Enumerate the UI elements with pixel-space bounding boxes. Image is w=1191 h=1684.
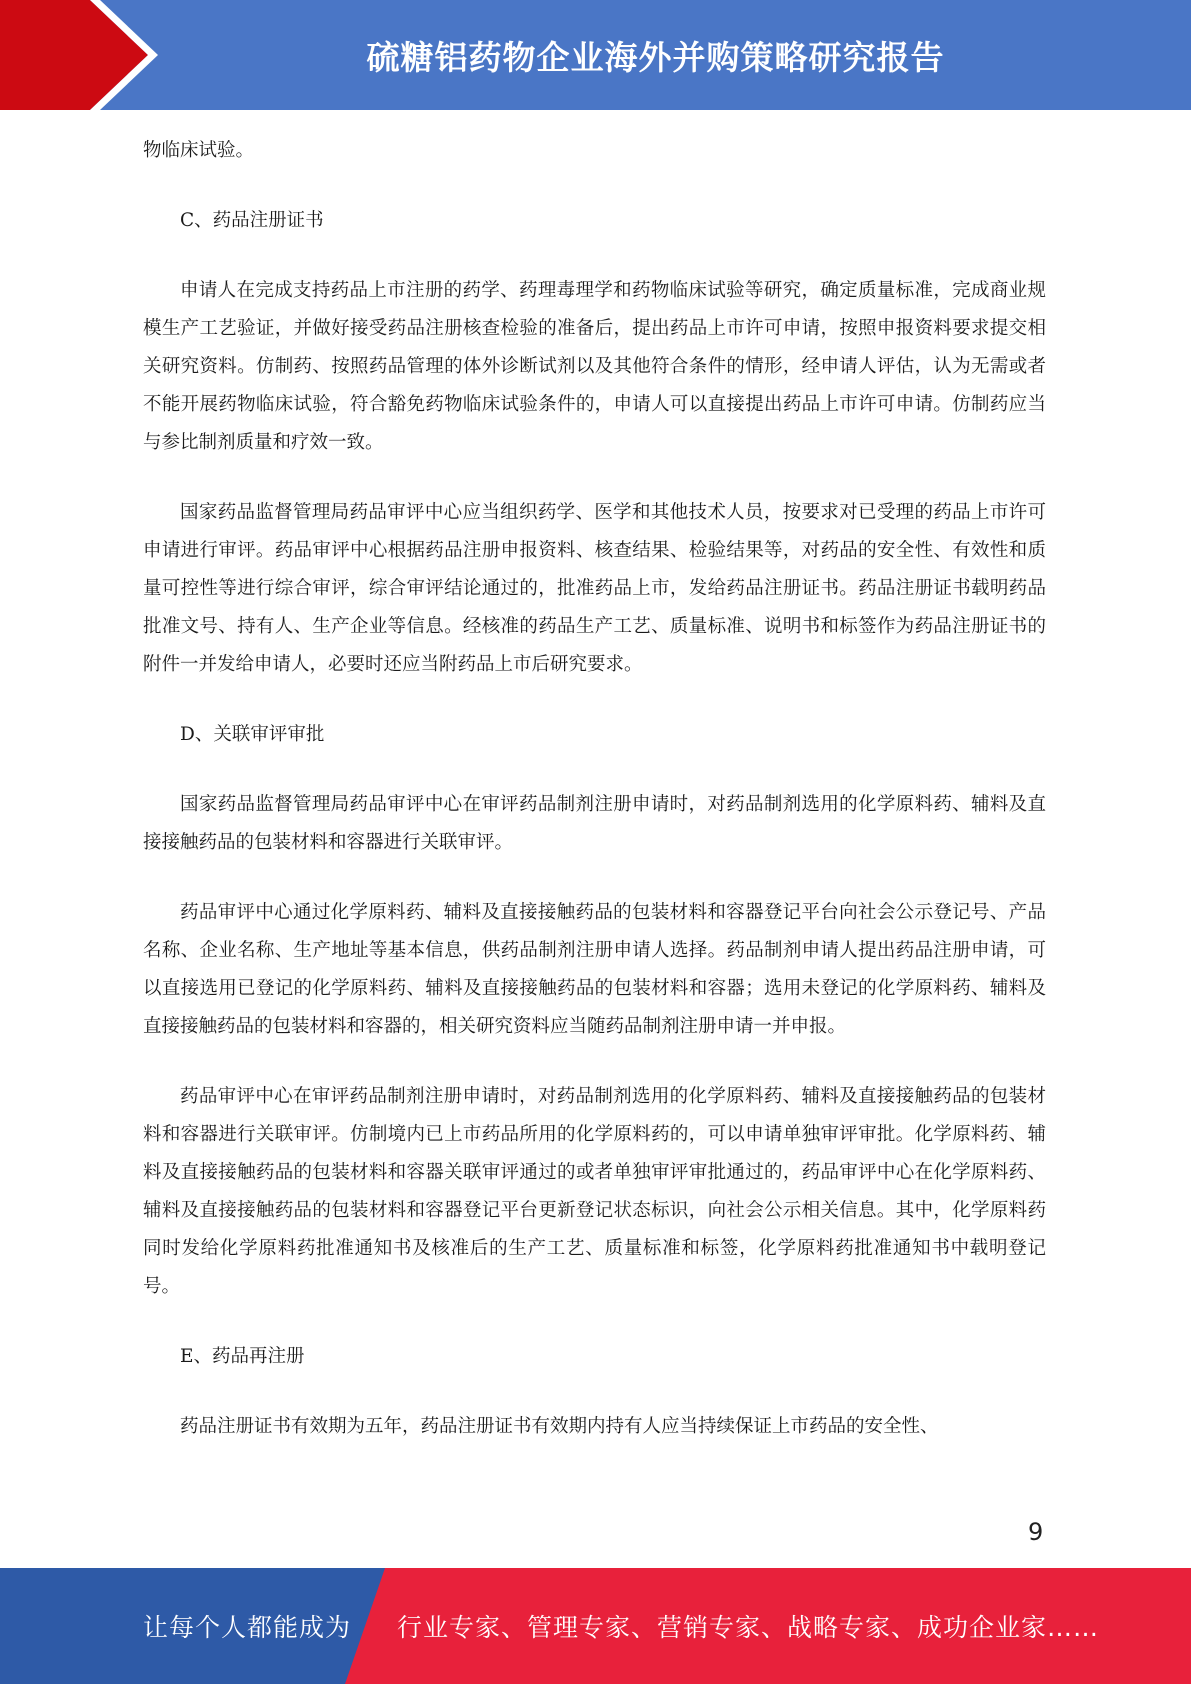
page-footer — [0, 1568, 1191, 1684]
paragraph: 申请人在完成支持药品上市注册的药学、药理毒理学和药物临床试验等研究，确定质量标准，完成商业规模生产工艺验证，并做好接受药品注册核查检验的准备后，提出药品上市许可申请，按照申报资料要求提交相关研究资料。仿制药、按照药品管理的体外诊断试剂以及其他符合条件的情形，经申请人评估，认为无需或者不能开展药物临床试验，符合豁免药物临床试验条件的，申请人可以直接提出药品上市许可申请。仿制药应当与参比制剂质量和疗效一致。 — [143, 280, 1046, 453]
page-number: 9 — [1028, 1518, 1044, 1546]
report-title: 硫糖铝药物企业海外并购策略研究报告 — [366, 37, 945, 77]
section-heading-d: D、关联审评审批 — [180, 724, 325, 745]
paragraph: 药品审评中心在审评药品制剂注册申请时，对药品制剂选用的化学原料药、辅料及直接接触药品的包装材料和容器进行关联审评。仿制境内已上市药品所用的化学原料药的，可以申请单独审评审批。化学原料药、辅料及直接接触药品的包装材料和容器关联审评通过的或者单独审评审批通过的，药品审评中心在化学原料药、辅料及直接接触药品的包装材料和容器登记平台更新登记状态标识，向社会公示相关信息。其中，化学原料药同时发给化学原料药批准通知书及核准后的生产工艺、质量标准和标签，化学原料药批准通知书中载明登记号。 — [143, 1086, 1046, 1297]
footer-slogan-left: 让每个人都能成为 — [143, 1613, 352, 1642]
paragraph: 药品注册证书有效期为五年，药品注册证书有效期内持有人应当持续保证上市药品的安全性、 — [180, 1416, 939, 1437]
section-heading-c: C、药品注册证书 — [180, 210, 324, 231]
paragraph: 国家药品监督管理局药品审评中心在审评药品制剂注册申请时，对药品制剂选用的化学原料药、辅料及直接接触药品的包装材料和容器进行关联审评。 — [143, 794, 1046, 853]
document-body — [143, 132, 1046, 1478]
paragraph: 药品审评中心通过化学原料药、辅料及直接接触药品的包装材料和容器登记平台向社会公示登记号、产品名称、企业名称、生产地址等基本信息，供药品制剂注册申请人选择。药品制剂申请人提出药品注册申请，可以直接选用已登记的化学原料药、辅料及直接接触药品的包装材料和容器；选用未登记的化学原料药、辅料及直接接触药品的包装材料和容器的，相关研究资料应当随药品制剂注册申请一并申报。 — [143, 902, 1046, 1037]
footer-slogan-right: 行业专家、管理专家、营销专家、战略专家、成功企业家…… — [397, 1613, 1100, 1642]
paragraph-continuation: 物临床试验。 — [143, 140, 255, 161]
section-heading-e: E、药品再注册 — [180, 1346, 305, 1367]
page-header — [0, 0, 1191, 110]
paragraph: 国家药品监督管理局药品审评中心应当组织药学、医学和其他技术人员，按要求对已受理的药品上市许可申请进行审评。药品审评中心根据药品注册申报资料、核查结果、检验结果等，对药品的安全性、有效性和质量可控性等进行综合审评，综合审评结论通过的，批准药品上市，发给药品注册证书。药品注册证书载明药品批准文号、持有人、生产企业等信息。经核准的药品生产工艺、质量标准、说明书和标签作为药品注册证书的附件一并发给申请人，必要时还应当附药品上市后研究要求。 — [143, 502, 1046, 675]
